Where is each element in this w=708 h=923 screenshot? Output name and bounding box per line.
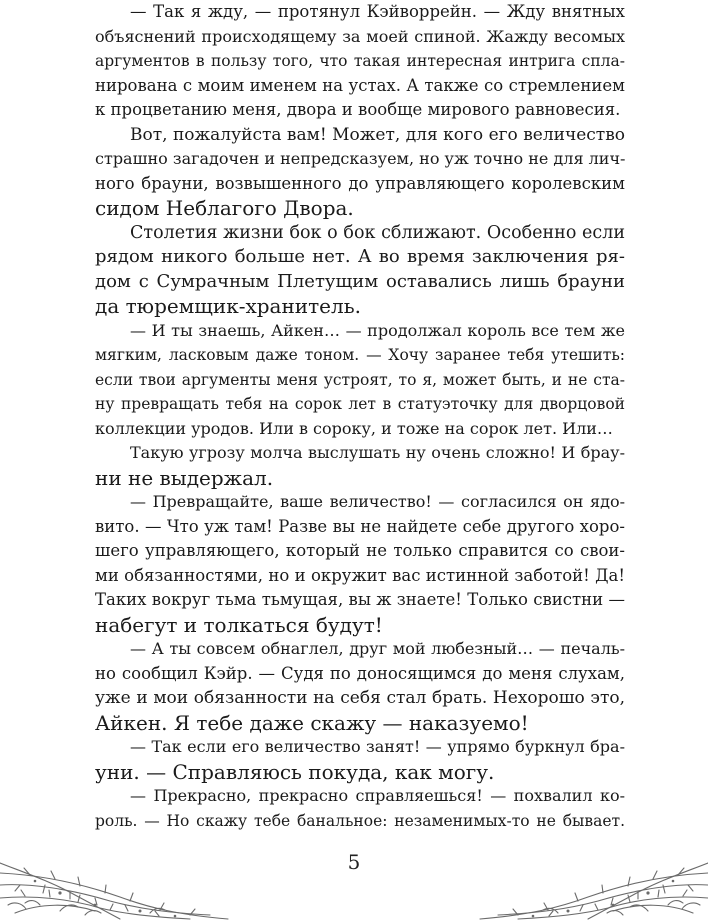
- text-line: ну превращать тебя на сорок лет в статуэточку для дворцовой: [95, 395, 625, 413]
- text-line: уни. — Справляюсь покуда, как могу.: [95, 759, 495, 784]
- text-line: мягким, ласковым даже тоном. — Хочу заранее тебя утешить:: [95, 346, 625, 364]
- text-line: если твои аргументы меня устроят, то я, может быть, и не ста-: [95, 370, 625, 389]
- text-line: вито. — Что уж там! Разве вы не найдете себе другого хоро-: [95, 516, 625, 536]
- text-line: Айкен. Я тебе даже скажу — наказуемо!: [95, 710, 529, 735]
- text-line: сидом Неблагого Двора.: [95, 196, 354, 220]
- text-line: шего управляющего, который не только справится со свои-: [95, 541, 625, 560]
- text-line: — Так если его величество занят! — упрямо буркнул бра-: [130, 737, 625, 756]
- text-line: рядом никого больше нет. А во время заключения ря-: [95, 246, 625, 267]
- thorny-branch-ornament-right: [478, 853, 708, 923]
- text-line: набегут и толкаться будут!: [95, 612, 383, 637]
- text-line: — А ты совсем обнаглел, друг мой любезный… — печаль-: [130, 639, 625, 658]
- thorny-branch-ornament-left: [0, 853, 230, 923]
- text-line: к процветанию меня, двора и вообще мирового равновесия.: [95, 100, 621, 119]
- text-line: роль. — Но скажу тебе банальное: незаменимых-то не бывает.: [95, 811, 625, 830]
- text-line: — Так я жду, — протянул Кэйворрейн. — Жду внятных: [130, 2, 625, 21]
- text-line: объяснений происходящему за моей спиной. Жажду весомых: [95, 26, 625, 46]
- text-line: Такую угрозу молча выслушать ну очень сложно! И брау-: [130, 443, 625, 462]
- text-line: ми обязанностями, но и окружит вас истинной заботой! Да!: [95, 565, 625, 585]
- text-line: ни не выдержал.: [95, 465, 274, 490]
- text-line: дом с Сумрачным Плетущим оставались лишь брауни: [95, 270, 625, 292]
- text-line: коллекции уродов. Или в сороку, и тоже на сорок лет. Или…: [95, 418, 613, 438]
- text-line: Вот, пожалуйста вам! Может, для кого его величество: [130, 124, 625, 145]
- text-line: уже и мои обязанности на себя стал брать. Нехорошо это,: [95, 688, 625, 708]
- page-number: 5: [347, 850, 361, 874]
- text-line: ного брауни, возвышенного до управляющего королевским: [95, 173, 625, 193]
- text-line: но сообщил Кэйр. — Судя по доносящимся до меня слухам,: [95, 663, 625, 683]
- text-line: — Превращайте, ваше величество! — согласился он ядо-: [130, 492, 625, 511]
- text-line: Столетия жизни бок о бок сближают. Особенно если: [130, 222, 625, 243]
- text-line: — Прекрасно, прекрасно справляешься! — похвалил ко-: [130, 786, 625, 805]
- text-line: Таких вокруг тьма тьмущая, вы ж знаете! Только свистни —: [95, 590, 625, 609]
- text-line: страшно загадочен и непредсказуем, но уж точно не для лич-: [95, 149, 626, 168]
- text-line: нирована с моим именем на устах. А также со стремлением: [95, 75, 625, 95]
- body-text: [95, 0, 625, 833]
- text-line: — И ты знаешь, Айкен… — продолжал король все тем же: [130, 320, 625, 340]
- text-line: аргументов в пользу того, что такая интересная интрига спла-: [95, 52, 625, 70]
- text-line: да тюремщик-хранитель.: [95, 294, 361, 318]
